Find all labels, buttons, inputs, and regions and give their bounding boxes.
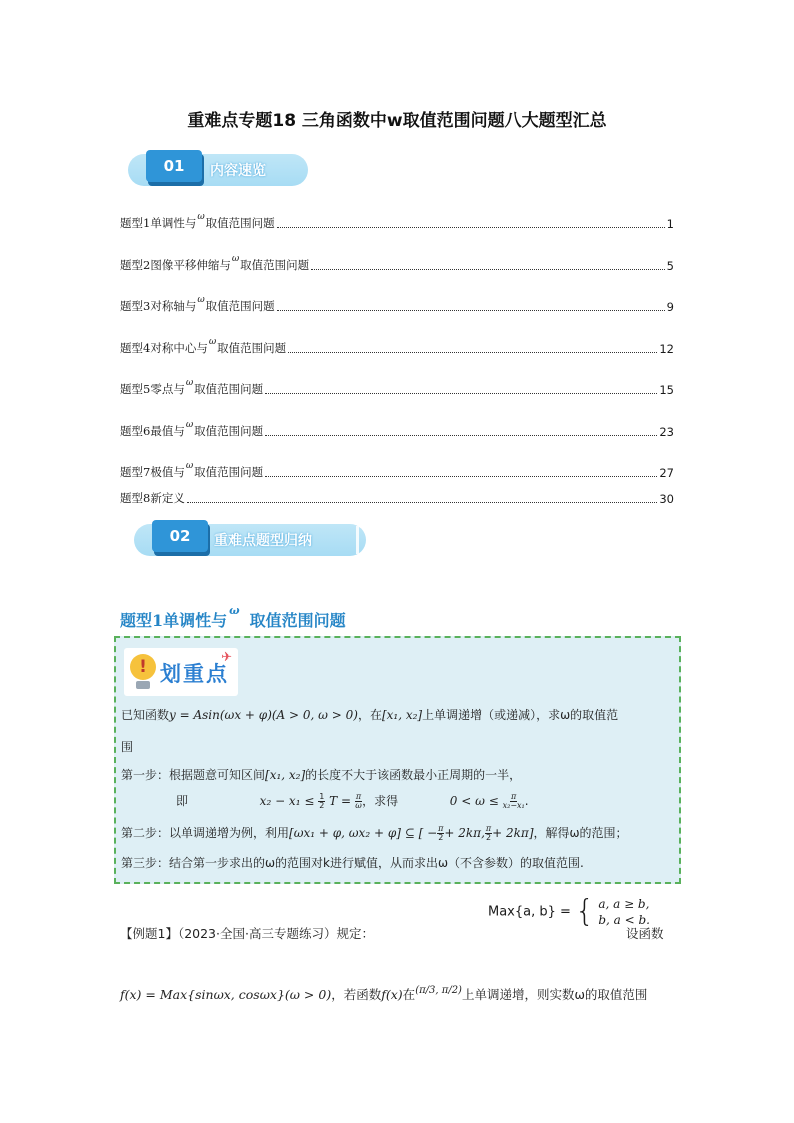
section-number-badge: 01 xyxy=(146,150,202,182)
lightbulb-icon: ! xyxy=(130,654,156,680)
toc-item[interactable]: 题型3对称轴与$^\omega$取值范围问题 9 xyxy=(120,295,674,314)
toc-leader-dots xyxy=(277,310,665,311)
section-ribbon-02 xyxy=(134,520,366,560)
toc-leader-dots xyxy=(265,435,657,436)
toc-item[interactable]: 题型6最值与$^\omega$取值范围问题 23 xyxy=(120,420,674,439)
example-1-label: 【例题1】（2023·全国·高三专题练习）规定： xyxy=(120,926,374,941)
example-1-line-2: f(x) = Max{sinωx, cosωx}(ω > 0)，若函数f(x)在$^{(\pi/3, \pi/2)}$上单调递增，则实数ω的取值范围 xyxy=(120,985,648,1002)
toc-page-number: 1 xyxy=(666,217,674,231)
toc-leader-dots xyxy=(277,227,665,228)
toc-page-number: 15 xyxy=(659,383,674,397)
step-3: 第三步：结合第一步求出的ω的范围对k进行赋值，从而求出ω（不含参数）的取值范围. xyxy=(121,856,584,870)
toc-leader-dots xyxy=(265,393,657,394)
keypoint-line-2: 围 xyxy=(121,740,134,754)
toc-leader-dots xyxy=(311,269,665,270)
badge-title: 划重点 xyxy=(160,662,229,686)
ribbon-stripe xyxy=(418,156,421,184)
example-1-suffix: 设函数 xyxy=(626,926,664,941)
key-point-badge xyxy=(124,648,238,696)
brace-symbol: { xyxy=(575,894,595,929)
piecewise-cases: a, a ≥ b, b, a < b. xyxy=(598,897,650,927)
toc-page-number: 9 xyxy=(666,300,674,314)
paper-plane-icon: ✈ xyxy=(221,650,232,665)
step-2: 第二步：以单调递增为例，利用[ωx₁ + φ, ωx₂ + φ] ⊆ [ − $\frac{\pi}{2}$ + 2kπ, $\frac{\pi}{2}$ + 2kπ]，解得ω的范围； xyxy=(121,824,628,842)
toc-item[interactable]: 题型5零点与$^\omega$取值范围问题 15 xyxy=(120,378,674,397)
ribbon-stripe xyxy=(356,526,359,554)
toc-leader-dots xyxy=(187,502,658,503)
section-label: 内容速览 xyxy=(210,163,266,179)
toc-page-number: 27 xyxy=(659,466,674,480)
toc-item[interactable]: 题型4对称中心与$^\omega$取值范围问题 12 xyxy=(120,337,674,356)
toc-item[interactable]: 题型2图像平移伸缩与$^\omega$取值范围问题 5 xyxy=(120,254,674,273)
toc-page-number: 30 xyxy=(659,492,674,506)
keypoint-line-1: 已知函数y = Asin(ωx + φ)(A > 0, ω > 0)，在[x₁, x₂]上单调递增（或递减），求ω的取值范 xyxy=(121,708,619,722)
key-point-box xyxy=(114,636,681,884)
step-1: 第一步：根据题意可知区间[x₁, x₂]的长度不大于该函数最小正周期的一半， xyxy=(121,768,522,782)
section-label: 重难点题型归纳 xyxy=(214,533,312,549)
section-ribbon-01 xyxy=(128,150,308,190)
lightbulb-base xyxy=(136,681,150,689)
toc-item[interactable]: 题型8新定义 30 xyxy=(120,491,674,506)
max-definition: Max{a, b} = { a, a ≥ b, b, a < b. xyxy=(488,894,650,929)
toc-item[interactable]: 题型1单调性与$^\omega$取值范围问题 1 xyxy=(120,212,674,231)
toc-page-number: 23 xyxy=(659,425,674,439)
toc-item[interactable]: 题型7极值与$^\omega$取值范围问题 27 xyxy=(120,461,674,480)
page-title: 重难点专题18 三角函数中w取值范围问题八大题型汇总 xyxy=(187,111,607,131)
toc-leader-dots xyxy=(265,476,657,477)
toc-page-number: 5 xyxy=(666,259,674,273)
section-heading: 题型1单调性与$^\omega$取值范围问题 xyxy=(120,604,346,630)
step-1-formula: 即 x₂ − x₁ ≤ $\frac{1}{2}$ T = $\frac{\pi}{\omega}$ ，求得 0 < ω ≤ $\frac{\pi}{\text{x₂−x₁}}$ . xyxy=(176,792,529,810)
section-number-badge: 02 xyxy=(152,520,208,552)
toc-page-number: 12 xyxy=(659,342,674,356)
toc-leader-dots xyxy=(288,352,657,353)
